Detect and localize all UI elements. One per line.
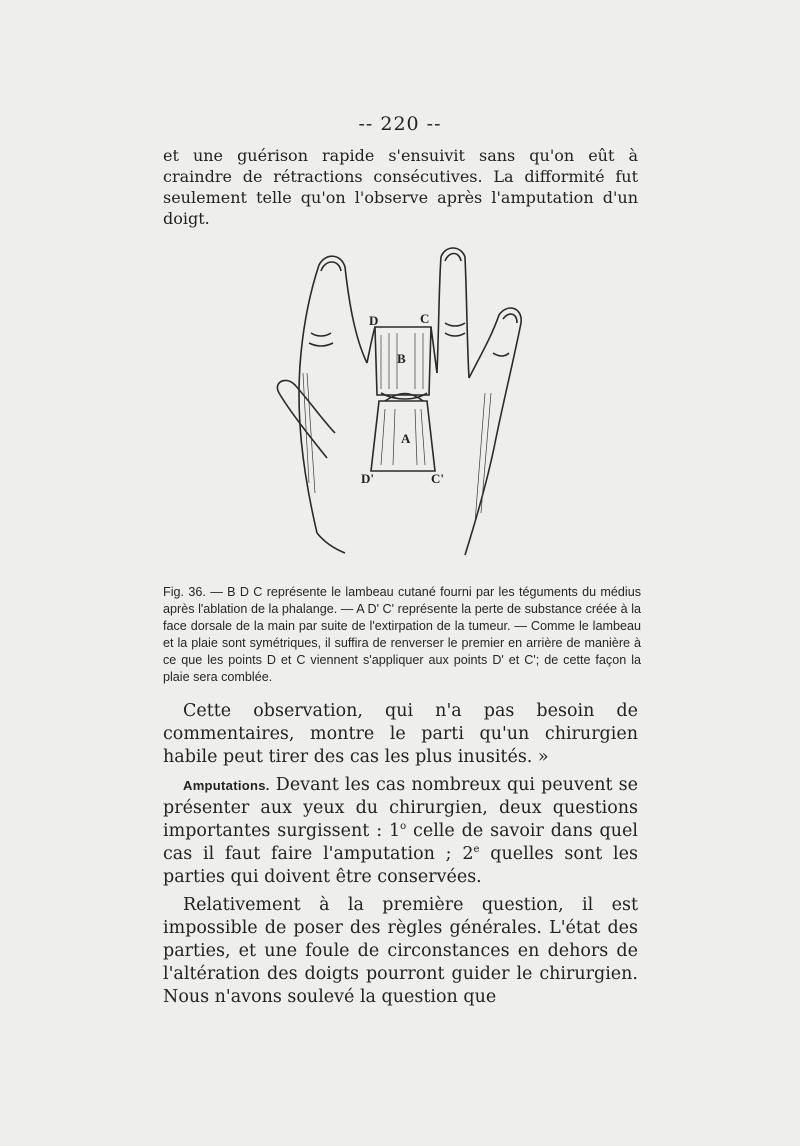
caption-fig-ref: Fig. 36. — [163, 585, 206, 599]
paragraph-2-lead-in: Amputations. — [183, 777, 270, 793]
figure-caption — [163, 584, 641, 686]
figure-label-b: B — [397, 351, 406, 366]
paragraph-1: Cette observation, qui n'a pas besoin de commentaires, montre le parti qu'un chirurgien habile peut tirer des cas les plus inusités. » — [163, 701, 638, 768]
caption-text: — B D C représente le lambeau cutané fourni par les téguments du médius après l'ablation de la phalange. — A D' C' représente la perte de substance créée à la face dorsale de la main par suite de l'extirpation de la tumeur. — Comme le lambeau et la plaie sont symétriques, il suffira de renverser le premier en arrière de manière à ce que les points D et C viennent s'appliquer aux points D' et C'; de cette façon la plaie sera comblée. — [163, 585, 642, 684]
figure-label-c: C — [420, 311, 430, 326]
ordinal-2: e — [473, 844, 480, 856]
paragraph-3: Relativement à la première question, il est impossible de poser des règles générales. L'état des parties, et une foule de circonstances en dehors de l'altération des doigts pourront guider le chirurgien. Nous n'avons soulevé la question que — [163, 894, 638, 1008]
intro-paragraph: et une guérison rapide s'ensuivit sans qu'on eût à craindre de rétractions consécutives. La difformité fut seulement telle qu'on l'observe après l'amputation d'un doigt. — [163, 146, 638, 228]
ordinal-1: o — [400, 821, 407, 833]
figure-label-a: A — [401, 431, 411, 446]
figure-label-c-prime: C' — [431, 471, 444, 486]
paragraph-2-part-b: celle de savoir dans quel cas il faut faire l'amputation ; 2 — [163, 821, 638, 865]
paragraph-2 — [163, 774, 638, 890]
figure-hand-illustration — [255, 243, 555, 563]
figure-label-d-prime: D' — [361, 471, 374, 486]
paragraph-2-part-a: Devant les cas nombreux qui peuvent se présenter aux yeux du chirurgien, deux questions importantes surgissent : 1 — [163, 774, 638, 842]
paragraph-2-part-c: quelles sont les parties qui doivent être conservées. — [163, 844, 638, 888]
hand-drawing — [255, 243, 555, 563]
body-text — [163, 700, 638, 1010]
figure-label-d: D — [369, 313, 379, 328]
page-number: -- 220 -- — [358, 113, 442, 135]
